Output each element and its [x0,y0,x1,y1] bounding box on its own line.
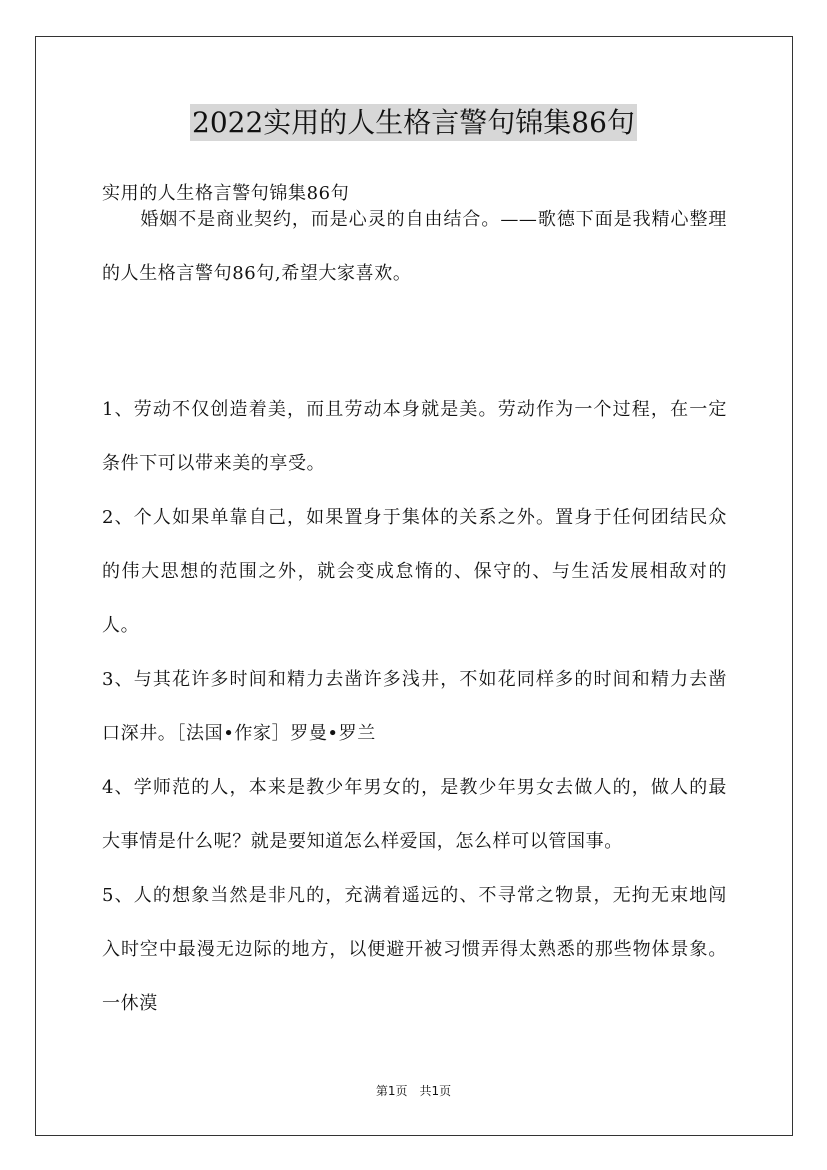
list-item: 5、人的想象当然是非凡的，充满着遥远的、不寻常之物景，无拘无束地闯入时空中最漫无边际的地方，以便避开被习惯弄得太熟悉的那些物体景象。一休漠 [102,885,727,1014]
document-title-text: 2022实用的人生格言警句锦集86句 [192,106,635,139]
intro-paragraph [102,193,727,301]
list-item: 3、与其花许多时间和精力去凿许多浅井，不如花同样多的时间和精力去凿口深井。［法国•作家］罗曼•罗兰 [102,669,727,744]
list-item: 4、学师范的人，本来是教少年男女的，是教少年男女去做人的，做人的最大事情是什么呢？就是要知道怎么样爱国，怎么样可以管国事。 [102,777,727,852]
quote-list [102,383,727,1031]
list-item: 1、劳动不仅创造着美，而且劳动本身就是美。劳动作为一个过程，在一定条件下可以带来美的享受。 [102,399,727,474]
list-item: 2、个人如果单靠自己，如果置身于集体的关系之外。置身于任何团结民众的伟大思想的范围之外，就会变成怠惰的、保守的、与生活发展相敌对的人。 [102,507,727,636]
document-subtitle: 实用的人生格言警句锦集86句 [102,183,350,204]
intro-text: 婚姻不是商业契约，而是心灵的自由结合。——歌德下面是我精心整理的人生格言警句86句,希望大家喜欢。 [102,209,727,284]
page-footer: 第1页 共1页 [375,1084,452,1098]
document-title [0,98,827,148]
